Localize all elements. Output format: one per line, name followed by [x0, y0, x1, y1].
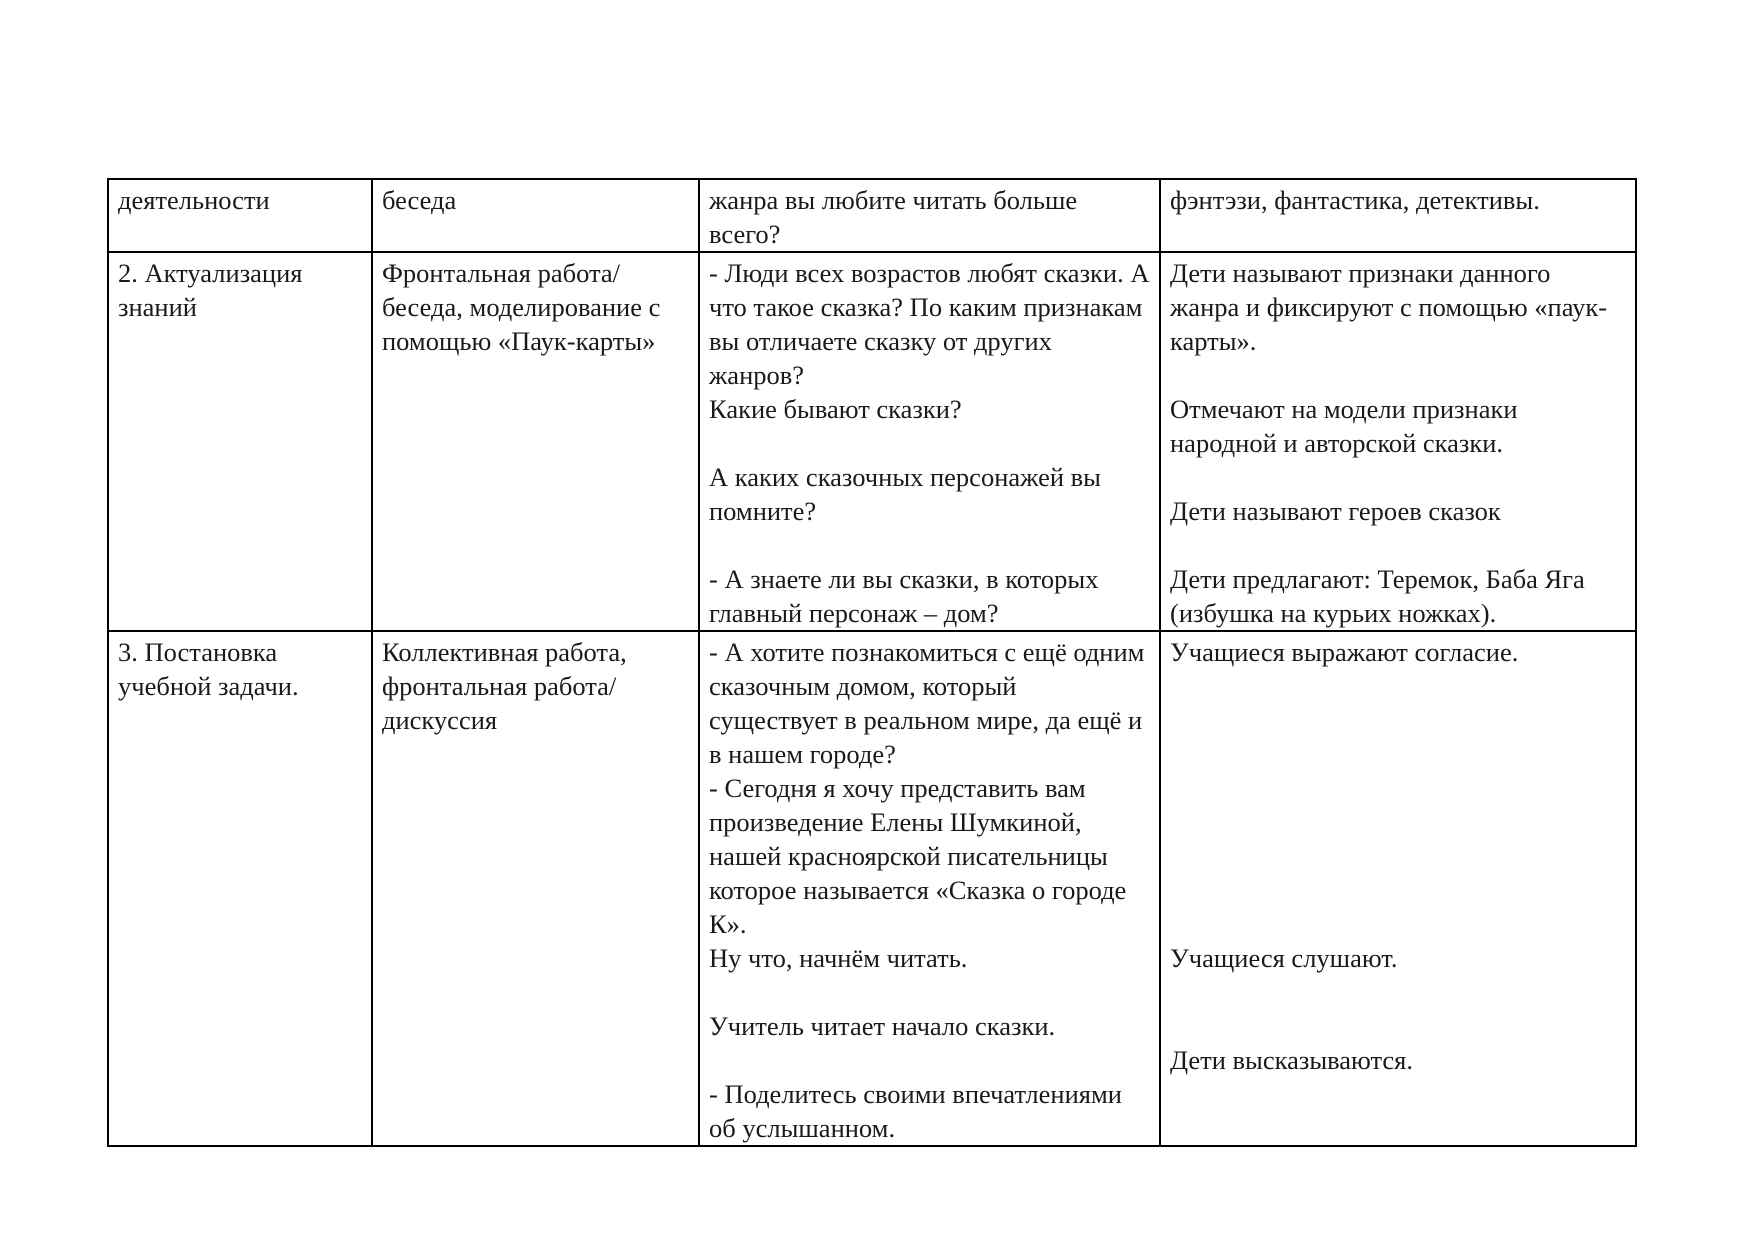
teacher-text: Какие бывают сказки?: [709, 394, 962, 424]
students-text: Дети предлагают: Теремок, Баба Яга (избушка на курьих ножках).: [1170, 564, 1585, 628]
students-text: Дети называют признаки данного жанра и фиксируют с помощью «паук-карты».: [1170, 258, 1608, 356]
stage-cell: [108, 179, 372, 252]
teacher-text: - А хотите познакомиться с ещё одним сказочным домом, который существует в реальном мире, да ещё и в нашем городе?: [709, 637, 1145, 769]
form-text: беседа: [382, 185, 457, 215]
teacher-text: - Люди всех возрастов любят сказки. А что такое сказка? По каким признакам вы отличаете сказку от других жанров?: [709, 258, 1150, 390]
teacher-cell: [699, 631, 1160, 1146]
form-text: Фронтальная работа/ беседа, моделирование с помощью «Паук-карты»: [382, 258, 661, 356]
table-row: [108, 631, 1636, 1146]
students-text: Учащиеся выражают согласие.: [1170, 637, 1519, 667]
students-text: Дети высказываются.: [1170, 1045, 1413, 1075]
teacher-text: - Поделитесь своими впечатлениями об услышанном.: [709, 1079, 1122, 1143]
teacher-text: жанра вы любите читать больше всего?: [709, 185, 1078, 249]
students-text: Учащиеся слушают.: [1170, 943, 1398, 973]
students-cell: [1160, 179, 1636, 252]
stage-text: 2. Актуализация знаний: [118, 258, 303, 322]
lesson-plan-table: [107, 178, 1637, 1147]
teacher-text: - Сегодня я хочу представить вам произведение Елены Шумкиной, нашей красноярской писательницы которое называется «Сказка о городе К».: [709, 773, 1127, 939]
stage-text: 3. Постановка учебной задачи.: [118, 637, 299, 701]
teacher-text: - А знаете ли вы сказки, в которых главный персонаж – дом?: [709, 564, 1099, 628]
stage-cell: [108, 252, 372, 631]
stage-cell: [108, 631, 372, 1146]
table-row: [108, 252, 1636, 631]
form-cell: [372, 252, 699, 631]
students-cell: [1160, 252, 1636, 631]
form-cell: [372, 179, 699, 252]
teacher-cell: [699, 179, 1160, 252]
students-text: Отмечают на модели признаки народной и авторской сказки.: [1170, 394, 1518, 458]
table-row: [108, 179, 1636, 252]
students-cell: [1160, 631, 1636, 1146]
students-text: Дети называют героев сказок: [1170, 496, 1501, 526]
teacher-text: А каких сказочных персонажей вы помните?: [709, 462, 1101, 526]
teacher-text: Учитель читает начало сказки.: [709, 1011, 1056, 1041]
form-cell: [372, 631, 699, 1146]
teacher-text: Ну что, начнём читать.: [709, 943, 968, 973]
stage-text: деятельности: [118, 185, 270, 215]
teacher-cell: [699, 252, 1160, 631]
form-text: Коллективная работа, фронтальная работа/дискуссия: [382, 637, 627, 735]
students-text: фэнтэзи, фантастика, детективы.: [1170, 185, 1540, 215]
